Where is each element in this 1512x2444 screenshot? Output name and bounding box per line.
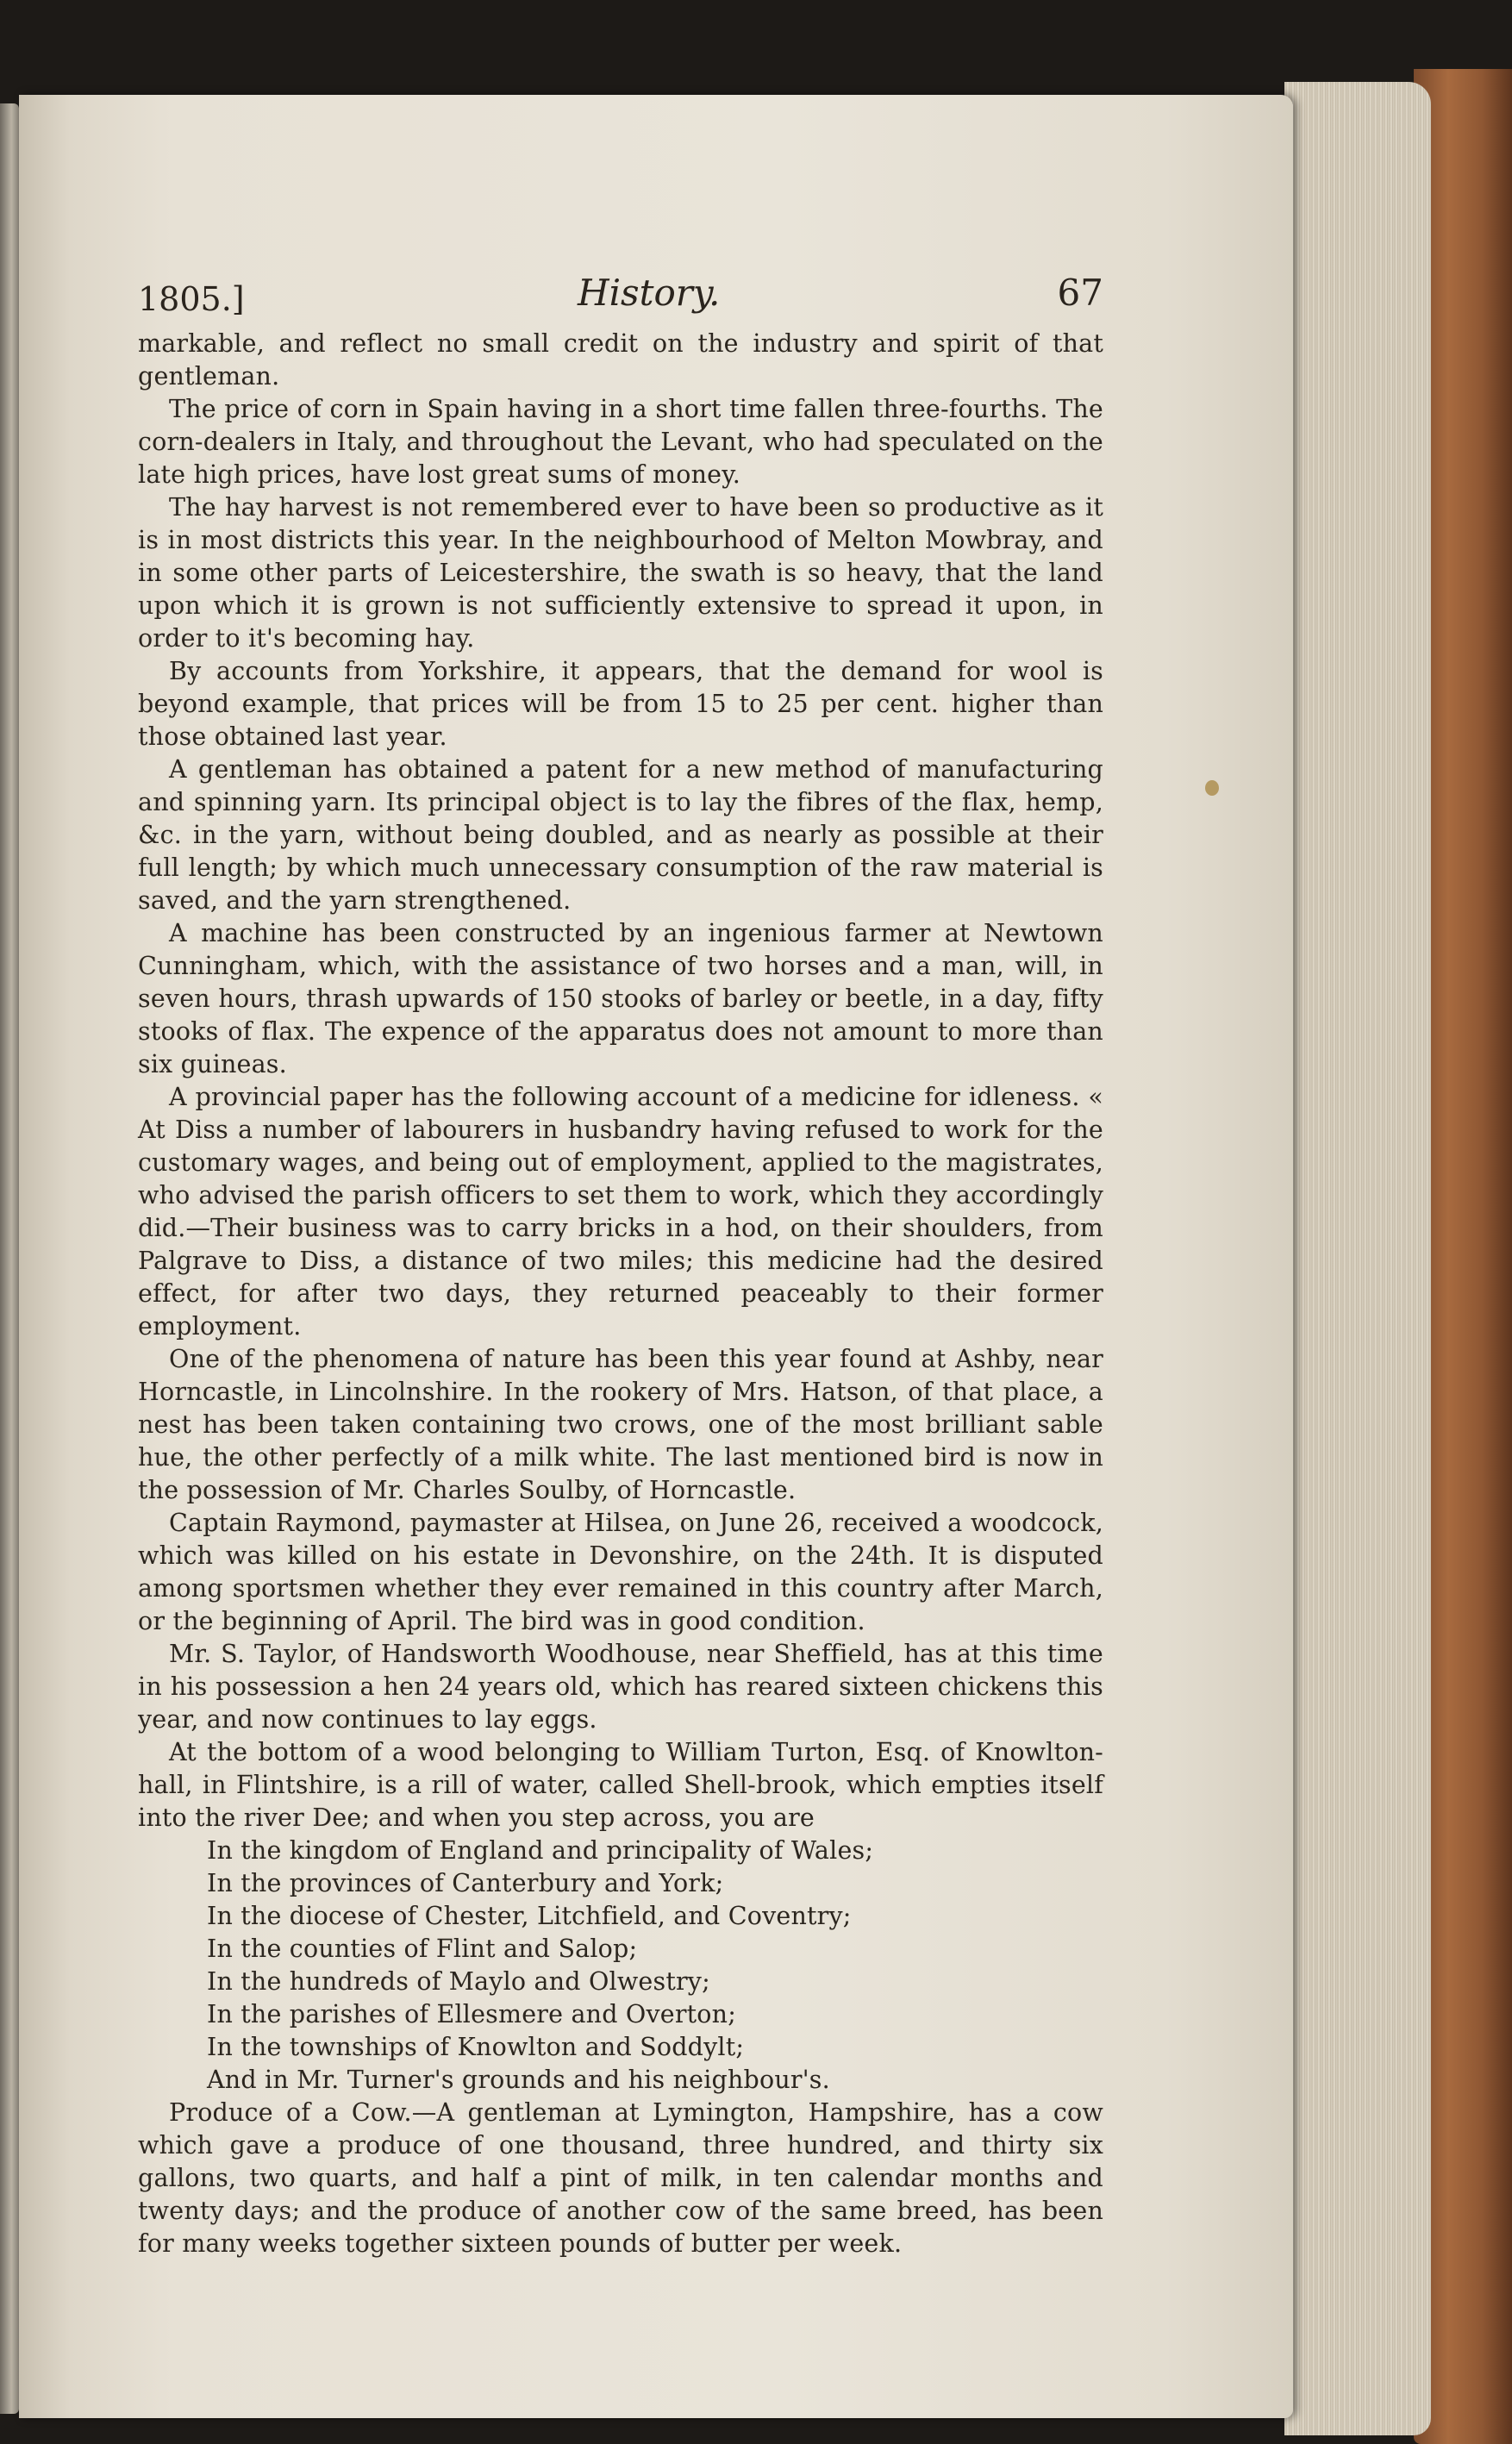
page-number: 67	[1057, 272, 1103, 314]
list-item: In the parishes of Ellesmere and Overton;	[207, 2000, 737, 2028]
paragraph-shell-brook: At the bottom of a wood belonging to William Turton, Esq. of Knowlton-hall, in Flintshire, is a rill of water, called Shell-brook, which empties itself into the river Dee; and when you step across, you are	[138, 1738, 1103, 1832]
paragraph-hay-harvest: The hay harvest is not remembered ever to have been so productive as it is in most districts this year. In the neighbourhood of Melton Mowbray, and in some other parts of Leicestershire, the swath is so heavy, that the land upon which it is grown is not sufficiently extensive to spread it upon, in order to it's becoming hay.	[138, 493, 1103, 653]
paragraph-yarn-patent: A gentleman has obtained a patent for a new method of manufacturing and spinning yarn. Its principal object is to lay the fibres of the flax, hemp, &c. in the yarn, without being doubled, and as nearly as possible at their full length; by which much unnecessary consumption of the raw material is saved, and the yarn strengthened.	[138, 755, 1103, 915]
running-header	[138, 272, 1103, 323]
list-item: In the provinces of Canterbury and York;	[207, 1869, 724, 1897]
header-title: History.	[578, 272, 721, 314]
paragraph-hen: Mr. S. Taylor, of Handsworth Woodhouse, near Sheffield, has at this time in his possession a hen 24 years old, which has reared sixteen chickens this year, and now continues to lay eggs.	[138, 1640, 1103, 1734]
paragraph-corn-price: The price of corn in Spain having in a short time fallen three-fourths. The corn-dealers in Italy, and throughout the Levant, who had speculated on the late high prices, have lost great sums of money.	[138, 395, 1103, 489]
page-stain	[1205, 780, 1219, 796]
list-item: In the kingdom of England and principality of Wales;	[207, 1836, 874, 1865]
paragraph-continuation: markable, and reflect no small credit on the industry and spirit of that gentleman.	[138, 329, 1103, 391]
body-text	[138, 328, 1103, 2260]
header-year: 1805.]	[138, 280, 245, 318]
list-item: And in Mr. Turner's grounds and his neighbour's.	[207, 2066, 830, 2094]
list-item: In the counties of Flint and Salop;	[207, 1935, 638, 1963]
list-item: In the diocese of Chester, Litchfield, and Coventry;	[207, 1902, 852, 1930]
list-item: In the hundreds of Maylo and Olwestry;	[207, 1967, 710, 1996]
paragraph-thrashing-machine: A machine has been constructed by an ingenious farmer at Newtown Cunningham, which, with the assistance of two horses and a man, will, in seven hours, thrash upwards of 150 stooks of barley or beetle, in a day, fifty stooks of flax. The expence of the apparatus does not amount to more than six guineas.	[138, 919, 1103, 1078]
paragraph-idleness-medicine: A provincial paper has the following account of a medicine for idleness. « At Diss a number of labourers in husbandry having refused to work for the customary wages, and being out of employment, applied to the magistrates, who advised the parish officers to set them to work, which they accordingly did.—Their business was to carry bricks in a hod, on their shoulders, from Palgrave to Diss, a distance of two miles; this medicine had the desired effect, for after two days, they returned peaceably to their former employment.	[138, 1083, 1103, 1341]
paragraph-cow-produce: Produce of a Cow.—A gentleman at Lymington, Hampshire, has a cow which gave a produce of one thousand, three hundred, and thirty six gallons, two quarts, and half a pint of milk, in ten calendar months and twenty days; and the produce of another cow of the same breed, has been for many weeks together sixteen pounds of butter per week.	[138, 2098, 1103, 2258]
left-page-edge	[0, 103, 19, 2414]
list-item: In the townships of Knowlton and Soddylt;	[207, 2033, 745, 2061]
paragraph-wool-demand: By accounts from Yorkshire, it appears, that the demand for wool is beyond example, that prices will be from 15 to 25 per cent. higher than those obtained last year.	[138, 657, 1103, 751]
paragraph-woodcock: Captain Raymond, paymaster at Hilsea, on June 26, received a woodcock, which was killed on his estate in Devonshire, on the 24th. It is disputed among sportsmen whether they ever remained in this country after March, or the beginning of April. The bird was in good condition.	[138, 1509, 1103, 1635]
page-stack-edge	[1284, 82, 1431, 2435]
jurisdiction-list	[138, 1835, 1103, 2097]
paragraph-crows: One of the phenomena of nature has been this year found at Ashby, near Horncastle, in Lincolnshire. In the rookery of Mrs. Hatson, of that place, a nest has been taken containing two crows, one of the most brilliant sable hue, the other perfectly of a milk white. The last mentioned bird is now in the possession of Mr. Charles Soulby, of Horncastle.	[138, 1345, 1103, 1504]
